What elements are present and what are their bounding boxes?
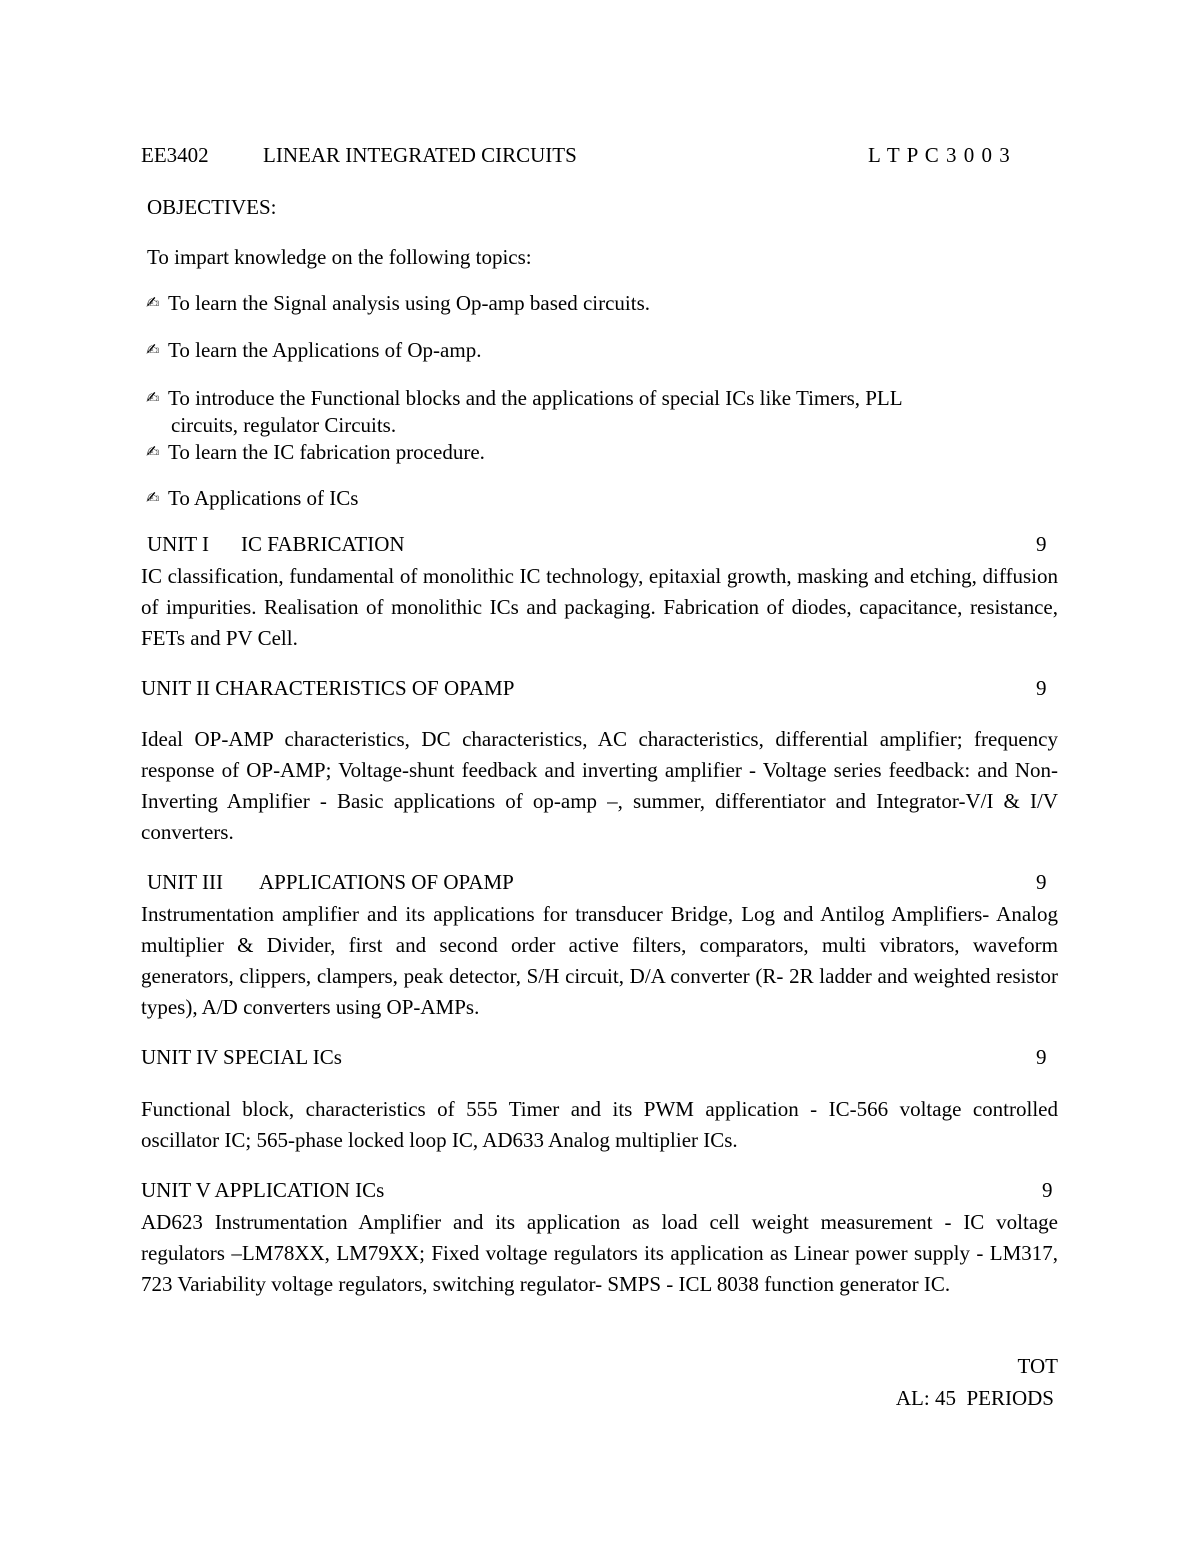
unit-5-body: AD623 Instrumentation Amplifier and its application as load cell weight measurement - IC voltage regulators –LM78XX, LM79XX; Fixed voltage regulators its application as Linear power supply - LM317, 723 Variability voltage regulators, switching regulator- SMPS - ICL 8038 function generator IC. xyxy=(141,1210,1058,1296)
hand-pointing-icon: ✍ xyxy=(146,293,160,312)
hand-pointing-icon: ✍ xyxy=(146,488,160,507)
unit-3-title: APPLICATIONS OF OPAMP xyxy=(259,870,514,894)
objectives-intro: To impart knowledge on the following topics: xyxy=(147,245,532,269)
unit-3-body: Instrumentation amplifier and its applications for transducer Bridge, Log and Antilog Amplifiers- Analog multiplier & Divider, first and second order active filters, comparators, multi vibrators, waveform generators, clippers, clampers, peak detector, S/H circuit, D/A converter (R- 2R ladder and weighted resistor types), A/D converters using OP-AMPs. xyxy=(141,902,1058,1019)
unit-3-label: UNIT III xyxy=(147,870,224,894)
hand-pointing-icon: ✍ xyxy=(146,340,160,359)
objective-item: ✍ To introduce the Functional blocks and the applications of special ICs like Timers, PLL circuits, regulator Circuits. xyxy=(146,386,903,437)
unit-5-hours: 9 xyxy=(1042,1178,1053,1202)
objective-item: ✍ To learn the IC fabrication procedure. xyxy=(146,440,485,464)
course-code: EE3402 xyxy=(141,143,209,167)
unit-1-label: UNIT I xyxy=(147,532,210,556)
total-periods-line-2: AL: 45 PERIODS xyxy=(895,1386,1054,1410)
hand-pointing-icon: ✍ xyxy=(146,388,160,407)
unit-1-title: IC FABRICATION xyxy=(241,532,405,556)
ltpc-credits: L T P C 3 0 0 3 xyxy=(868,143,1011,167)
objective-item-continuation: circuits, regulator Circuits. xyxy=(171,413,397,437)
unit-2-body: Ideal OP-AMP characteristics, DC characteristics, AC characteristics, differential amplifier; frequency response of OP-AMP; Voltage-shunt feedback and inverting amplifier - Voltage series feedback: and Non-Inverting Amplifier - Basic applications of op-amp –, summer, differentiator and Integrator-V/I & I/V converters. xyxy=(141,727,1058,844)
hand-pointing-icon: ✍ xyxy=(146,442,160,461)
unit-2-hours: 9 xyxy=(1036,676,1047,700)
course-title: LINEAR INTEGRATED CIRCUITS xyxy=(263,143,577,167)
unit-3-hours: 9 xyxy=(1036,870,1047,894)
objective-item: ✍ To learn the Applications of Op-amp. xyxy=(146,338,482,362)
unit-2-heading: UNIT II CHARACTERISTICS OF OPAMP xyxy=(141,676,515,700)
objective-item: ✍ To learn the Signal analysis using Op-amp based circuits. xyxy=(146,291,651,315)
unit-5-heading: UNIT V APPLICATION ICs xyxy=(141,1178,385,1202)
objectives-heading: OBJECTIVES: xyxy=(147,195,277,219)
unit-1-body: IC classification, fundamental of monolithic IC technology, epitaxial growth, masking and etching, diffusion of impurities. Realisation of monolithic ICs and packaging. Fabrication of diodes, capacitance, resistance, FETs and PV Cell. xyxy=(141,564,1058,650)
unit-1-hours: 9 xyxy=(1036,532,1047,556)
total-periods-line-1: TOT xyxy=(1017,1354,1058,1378)
unit-4-hours: 9 xyxy=(1036,1045,1047,1069)
objective-item: ✍ To Applications of ICs xyxy=(146,486,359,510)
unit-4-heading: UNIT IV SPECIAL ICs xyxy=(141,1045,342,1069)
unit-4-body: Functional block, characteristics of 555 Timer and its PWM application - IC-566 voltage controlled oscillator IC; 565-phase locked loop IC, AD633 Analog multiplier ICs. xyxy=(141,1097,1058,1152)
